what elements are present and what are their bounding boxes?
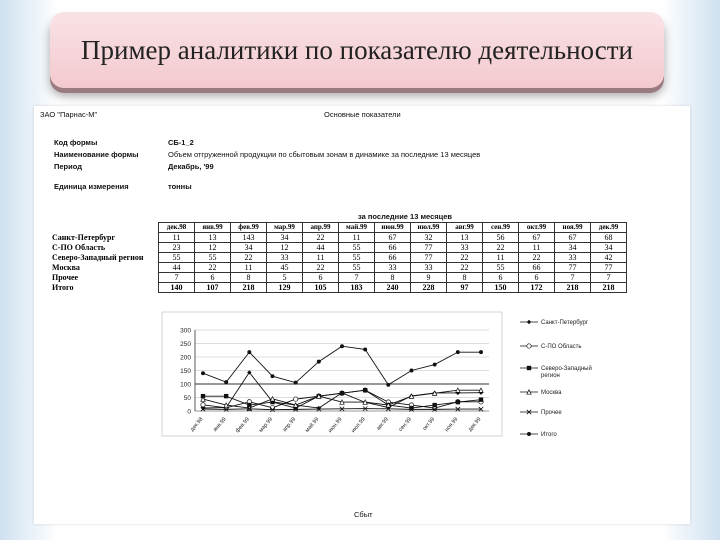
table-cell: 140 (159, 283, 195, 293)
table-cell: 56 (483, 233, 519, 243)
line-chart (34, 106, 690, 524)
row-label: Санкт-Петербург (52, 233, 116, 242)
table-cell: 33 (267, 253, 303, 263)
y-tick-label: 0 (187, 408, 191, 416)
month-header: дек.98 (159, 223, 195, 233)
table-cell: 5 (267, 273, 303, 283)
table-cell: 22 (447, 253, 483, 263)
legend-label: Санкт-Петербург (541, 320, 589, 326)
x-tick-label: май.99 (304, 416, 321, 434)
data-point (201, 403, 205, 407)
table-cell: 67 (555, 233, 591, 243)
field-label-name: Наименование формы (54, 150, 139, 159)
table-cell: 172 (519, 283, 555, 293)
table-cell: 55 (483, 263, 519, 273)
x-tick-label: июн.99 (327, 416, 344, 434)
table-cell: 12 (267, 243, 303, 253)
x-tick-label: янв.99 (212, 416, 228, 433)
month-header: дек.99 (591, 223, 627, 233)
table-cell: 22 (303, 263, 339, 273)
field-value-period: Декабрь, '99 (168, 162, 214, 171)
row-label: Прочее (52, 273, 79, 282)
table-cell: 55 (339, 263, 375, 273)
slide-title-box (50, 12, 664, 88)
table-cell: 22 (231, 253, 267, 263)
table-cell: 55 (339, 243, 375, 253)
table-cell: 6 (303, 273, 339, 283)
x-tick-label: фев.99 (234, 416, 251, 435)
table-cell: 9 (411, 273, 447, 283)
legend-label: С-ПО Область (541, 344, 582, 350)
data-point (479, 350, 483, 354)
table-cell: 7 (591, 273, 627, 283)
data-point (247, 350, 251, 354)
table-cell: 44 (303, 243, 339, 253)
data-point (363, 347, 367, 351)
legend-marker (527, 320, 531, 324)
table-cell: 23 (159, 243, 195, 253)
legend-label: Прочее (541, 410, 562, 416)
x-tick-label: дек.99 (467, 416, 483, 433)
table-cell: 11 (231, 263, 267, 273)
data-point (456, 400, 460, 404)
table-cell: 6 (195, 273, 231, 283)
table-cell: 22 (519, 253, 555, 263)
table-cell: 33 (555, 253, 591, 263)
x-tick-label: ноя.99 (444, 416, 460, 434)
table-cell: 66 (375, 243, 411, 253)
month-header: авг.99 (447, 223, 483, 233)
y-tick-label: 50 (183, 395, 191, 402)
x-tick-label: сен.99 (397, 416, 414, 433)
data-point (340, 344, 344, 348)
x-tick-label: мар.99 (258, 416, 275, 434)
table-cell: 8 (375, 273, 411, 283)
table-cell: 8 (447, 273, 483, 283)
data-point (433, 363, 437, 367)
table-cell: 7 (339, 273, 375, 283)
field-value-name: Объем отгруженной продукции по сбытовым зонам в динамике за последние 13 месяцев (168, 150, 481, 159)
legend-label: Северо-Западный регион (541, 366, 592, 379)
table-cell: 11 (303, 253, 339, 263)
table-cell: 42 (591, 253, 627, 263)
table-cell: 6 (483, 273, 519, 283)
table-cell: 11 (483, 253, 519, 263)
table-cell: 11 (159, 233, 195, 243)
table-cell: 66 (519, 263, 555, 273)
data-point (432, 403, 436, 407)
y-tick-label: 100 (180, 381, 191, 389)
month-header: янв.99 (195, 223, 231, 233)
month-header: июл.99 (411, 223, 447, 233)
data-point (271, 374, 275, 378)
legend-label: Москва (541, 390, 562, 396)
field-value-code: СБ-1_2 (168, 138, 194, 147)
y-tick-label: 150 (180, 368, 191, 375)
table-cell: 7 (555, 273, 591, 283)
table-cell: 55 (339, 253, 375, 263)
x-tick-label: авг.99 (375, 416, 390, 432)
table-cell: 13 (447, 233, 483, 243)
y-tick-label: 300 (180, 327, 191, 335)
table-cell: 129 (267, 283, 303, 293)
y-tick-label: 200 (180, 354, 191, 362)
data-point (317, 360, 321, 364)
table-cell: 67 (375, 233, 411, 243)
x-tick-label: апр.99 (281, 416, 298, 434)
legend-marker (527, 366, 531, 370)
table-cell: 68 (591, 233, 627, 243)
data-point (224, 380, 228, 384)
table-cell: 22 (447, 263, 483, 273)
table-cell: 6 (519, 273, 555, 283)
month-header: апр.99 (303, 223, 339, 233)
data-point (293, 397, 297, 401)
row-label: Итого (52, 283, 74, 292)
table-cell: 33 (411, 263, 447, 273)
y-tick-label: 250 (180, 341, 191, 348)
x-tick-label: дек.98 (189, 416, 205, 433)
table-cell: 77 (411, 243, 447, 253)
field-value-unit: тонны (168, 182, 192, 191)
data-point (456, 350, 460, 354)
table-cell: 77 (411, 253, 447, 263)
table-cell: 55 (159, 253, 195, 263)
data-point (294, 381, 298, 385)
table-cell: 13 (195, 233, 231, 243)
slide-title: Пример аналитики по показателю деятельности (81, 34, 633, 65)
table-cell: 67 (519, 233, 555, 243)
data-point (479, 397, 483, 401)
legend-marker (527, 432, 531, 436)
data-point (201, 371, 205, 375)
row-label: Северо-Западный регион (52, 253, 144, 262)
month-header: ноя.99 (555, 223, 591, 233)
month-header: мар.99 (267, 223, 303, 233)
table-caption: за последние 13 месяцев (358, 212, 453, 221)
legend-marker (527, 344, 531, 348)
table-cell: 240 (375, 283, 411, 293)
table-cell: 32 (411, 233, 447, 243)
report-document (34, 106, 690, 524)
table-cell: 34 (555, 243, 591, 253)
table-cell: 34 (267, 233, 303, 243)
data-point (410, 369, 414, 373)
table-cell: 228 (411, 283, 447, 293)
data-point (363, 388, 367, 392)
table-cell: 77 (555, 263, 591, 273)
table-cell: 218 (555, 283, 591, 293)
table-cell: 105 (303, 283, 339, 293)
month-header: окт.99 (519, 223, 555, 233)
chart-plot-frame (162, 312, 502, 436)
field-label-unit: Единица измерения (54, 182, 129, 191)
chart-footer: Сбыт (354, 510, 373, 519)
data-point (386, 383, 390, 387)
table-cell: 34 (231, 243, 267, 253)
data-point (340, 391, 344, 395)
table-cell: 44 (159, 263, 195, 273)
table-cell: 33 (447, 243, 483, 253)
row-label: Москва (52, 263, 80, 272)
legend-label: Итого (541, 432, 557, 438)
table-cell: 22 (483, 243, 519, 253)
table-cell: 143 (231, 233, 267, 243)
table-cell: 34 (591, 243, 627, 253)
month-header: июн.99 (375, 223, 411, 233)
x-tick-label: окт.99 (421, 416, 437, 432)
field-label-period: Период (54, 162, 82, 171)
table-cell: 218 (231, 283, 267, 293)
table-cell: 12 (195, 243, 231, 253)
month-header: май.99 (339, 223, 375, 233)
table-cell: 150 (483, 283, 519, 293)
month-header: сен.99 (483, 223, 519, 233)
table-cell: 22 (195, 263, 231, 273)
field-label-code: Код формы (54, 138, 98, 147)
table-cell: 11 (339, 233, 375, 243)
table-cell: 45 (267, 263, 303, 273)
x-tick-label: июл.99 (350, 416, 367, 435)
table-cell: 66 (375, 253, 411, 263)
table-cell: 55 (195, 253, 231, 263)
table-cell: 22 (303, 233, 339, 243)
report-heading: Основные показатели (324, 110, 401, 119)
table-cell: 8 (231, 273, 267, 283)
company-name: ЗАО "Парнас-М" (40, 110, 98, 119)
table-cell: 218 (591, 283, 627, 293)
table-cell: 7 (159, 273, 195, 283)
row-label: С-ПО Область (52, 243, 106, 252)
table-cell: 11 (519, 243, 555, 253)
month-header: фев.99 (231, 223, 267, 233)
table-cell: 183 (339, 283, 375, 293)
table-cell: 97 (447, 283, 483, 293)
table-cell: 77 (591, 263, 627, 273)
table-cell: 33 (375, 263, 411, 273)
table-cell: 107 (195, 283, 231, 293)
data-point (224, 394, 228, 398)
